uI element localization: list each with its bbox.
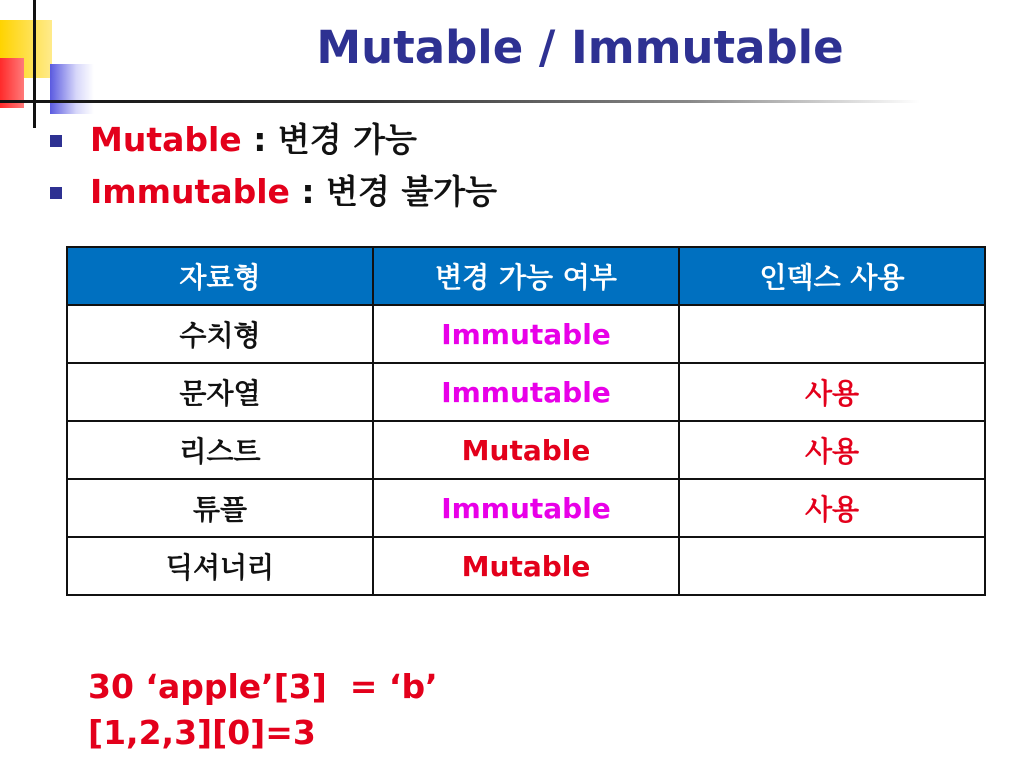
- corner-decoration-blue: [50, 64, 94, 114]
- bullet-item-immutable: [48, 166, 497, 218]
- cell-mutability: Immutable: [373, 363, 679, 421]
- cell-type: 튜플: [67, 479, 373, 537]
- code-line: [1,2,3][0]=3: [88, 713, 316, 752]
- table-row: [67, 479, 985, 537]
- code-line: 30 ‘apple’[3] = ‘b’: [88, 667, 438, 706]
- table-row: [67, 305, 985, 363]
- cell-mutability: Mutable: [373, 421, 679, 479]
- cell-index: 사용: [679, 363, 985, 421]
- cell-type: 수치형: [67, 305, 373, 363]
- code-example: [88, 664, 438, 756]
- cell-mutability: Immutable: [373, 479, 679, 537]
- header-index-use: 인덱스 사용: [679, 247, 985, 305]
- bullet-term: Mutable: [90, 120, 242, 159]
- table-row: [67, 421, 985, 479]
- cell-index: [679, 537, 985, 595]
- bullet-item-mutable: [48, 114, 497, 166]
- cell-type: 리스트: [67, 421, 373, 479]
- cell-mutability: Immutable: [373, 305, 679, 363]
- square-bullet-icon: [50, 187, 62, 199]
- cell-type: 딕셔너리: [67, 537, 373, 595]
- bullet-list: [48, 114, 497, 218]
- square-bullet-icon: [50, 135, 62, 147]
- bullet-description: : 변경 불가능: [289, 172, 497, 211]
- bullet-term: Immutable: [90, 172, 290, 211]
- cell-index: 사용: [679, 421, 985, 479]
- slide-title: Mutable / Immutable: [316, 21, 844, 74]
- header-mutability: 변경 가능 여부: [373, 247, 679, 305]
- corner-vertical-line: [33, 0, 36, 128]
- data-type-table: [66, 246, 986, 596]
- header-data-type: 자료형: [67, 247, 373, 305]
- table-header-row: [67, 247, 985, 305]
- cell-index: 사용: [679, 479, 985, 537]
- cell-index: [679, 305, 985, 363]
- cell-mutability: Mutable: [373, 537, 679, 595]
- cell-type: 문자열: [67, 363, 373, 421]
- bullet-description: : 변경 가능: [241, 120, 417, 159]
- title-underline: [0, 100, 920, 103]
- table-row: [67, 537, 985, 595]
- table-row: [67, 363, 985, 421]
